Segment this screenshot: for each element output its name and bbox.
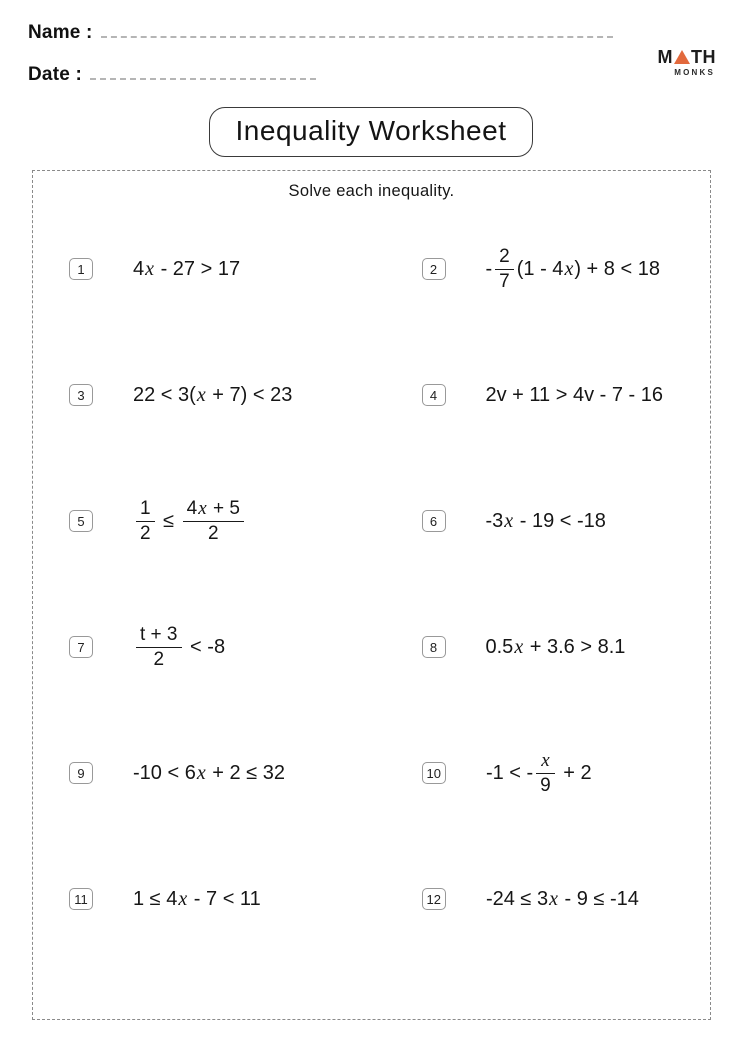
equation [486,246,660,293]
logo-wordmark [658,48,717,66]
problems-box [32,170,711,1020]
equation-text: 1 [140,497,151,519]
equation-text: 2 [140,522,151,544]
equation-text: + 2 [557,761,592,784]
date-label: Date : [28,64,82,85]
equation [133,498,247,545]
equation [133,258,240,281]
problem-4 [372,332,711,458]
problem-number-badge: 12 [422,888,446,910]
equation-text: 7 [499,270,510,292]
problem-8 [372,584,711,710]
variable: x [514,635,524,658]
problem-10 [372,710,711,836]
problem-number-badge: 6 [422,510,446,532]
equation [486,888,639,911]
page-title: Inequality Worksheet [209,107,534,157]
equation-text: 0.5 [485,635,514,658]
equation-text: 4 [186,497,198,519]
equation [133,384,292,407]
equation [133,624,225,671]
equation-text: 2 [499,245,510,267]
variable: x [178,887,188,910]
logo-monks-text: MONKS [674,68,715,77]
variable: x [196,383,206,406]
equation-text: - 27 > 17 [155,257,241,280]
problem-number-badge: 11 [69,888,93,910]
problem-2 [372,206,711,332]
variable: x [145,257,155,280]
equation [133,762,285,785]
equation [486,636,626,659]
problem-number-badge: 7 [69,636,93,658]
date-field-row [28,64,316,86]
math-monks-logo [658,48,717,77]
equation-text: -24 ≤ 3 [485,887,549,910]
fraction [183,498,244,545]
fraction [495,246,514,293]
problem-number-badge: 10 [422,762,446,784]
equation-text: 9 [540,774,551,796]
variable: x [196,761,206,784]
problem-7 [33,584,372,710]
equation-text: -3 [485,509,504,532]
triangle-icon [674,50,690,64]
logo-letter-m: M [657,47,673,67]
name-field-row [28,22,613,44]
equation-text: + 2 ≤ 32 [206,761,285,784]
instruction-text: Solve each inequality. [288,182,455,200]
title-row [0,107,742,157]
problem-number-badge: 3 [69,384,93,406]
variable: x [198,497,207,519]
problem-9 [33,710,372,836]
problem-3 [33,332,372,458]
equation-text: -1 < - [485,761,534,784]
equation-text: 4 [133,257,145,280]
equation-text: 2 [208,522,219,544]
problem-number-badge: 8 [422,636,446,658]
equation [486,750,592,797]
equation [133,888,261,911]
variable: x [504,509,514,532]
variable: x [564,257,574,280]
name-label: Name : [28,22,93,43]
fraction [536,750,554,797]
equation-text: 1 ≤ 4 [133,887,178,910]
date-fill-line [90,64,316,80]
variable: x [541,749,550,771]
problem-12 [372,836,711,962]
equation-text: ) + 8 < 18 [574,257,660,280]
problem-6 [372,458,711,584]
equation-text: 2v + 11 > 4v - 7 - 16 [485,383,664,406]
equation-text: (1 - 4 [516,257,564,280]
equation-text: -10 < 6 [133,761,196,784]
equation-text: + 7) < 23 [206,383,293,406]
equation-text: + 3.6 > 8.1 [524,635,626,658]
problem-5 [33,458,372,584]
equation-text: < -8 [184,635,226,658]
equation-text: + 5 [207,497,240,519]
problem-11 [33,836,372,962]
problem-number-badge: 2 [422,258,446,280]
problem-number-badge: 4 [422,384,446,406]
equation [486,384,664,407]
fraction [136,498,155,545]
problems-grid [33,206,710,962]
problem-number-badge: 5 [69,510,93,532]
equation-text: 2 [153,648,165,670]
equation [486,510,606,533]
equation-text: - 9 ≤ -14 [558,887,639,910]
variable: x [549,887,558,910]
equation-text: - 7 < 11 [188,887,261,910]
problem-number-badge: 1 [69,258,93,280]
equation-text: ≤ [157,509,180,532]
name-fill-line [101,22,613,38]
logo-letters-th: TH [691,47,716,67]
equation-text: - 19 < -18 [514,509,606,532]
equation-text: t + 3 [140,623,178,645]
problem-number-badge: 9 [69,762,93,784]
fraction [136,624,182,671]
equation-text: 22 < 3( [133,383,196,406]
problem-1 [33,206,372,332]
equation-text: - [485,257,493,280]
